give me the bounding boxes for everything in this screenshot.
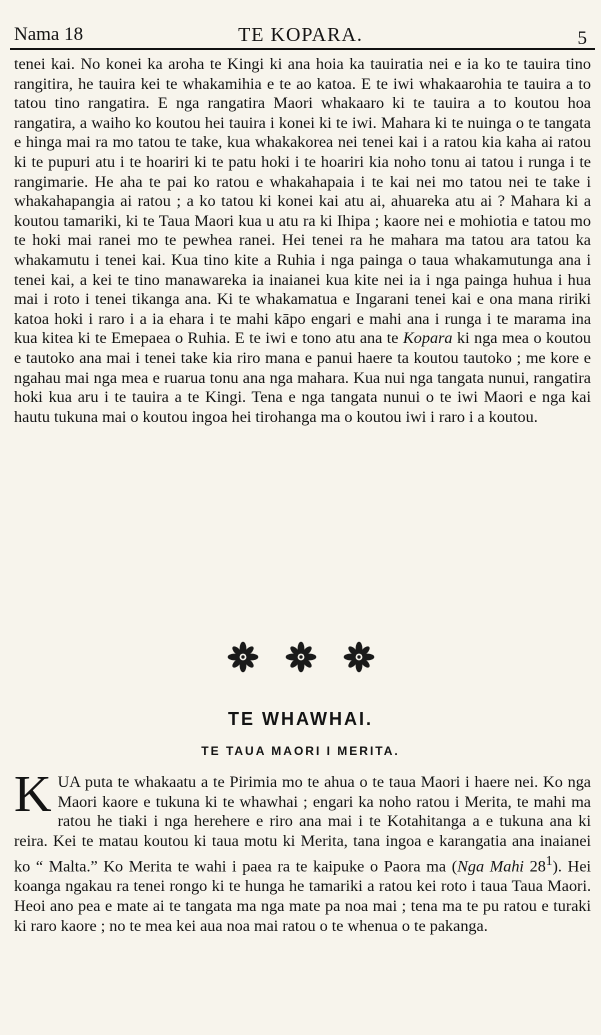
reference-superscript: 1: [545, 853, 553, 869]
flower-ornament-icon: [226, 640, 260, 674]
section-divider: [0, 640, 601, 680]
newspaper-title: TE KOPARA.: [238, 24, 363, 46]
paragraph-text-b: ). Hei koanga ngakau ra tenei rongo ki te hunga he tamariki a ratou kei roto i taua Taua Maori. Heoi ano pea e mate ai te tangata ma nga mate pa noa mai ; tena ma te pu ratou e turaki ki raro kaore ; no te mea kei aua noa mai ratou o te whenua o te pakanga.: [14, 857, 592, 935]
article-whawhai: [14, 766, 592, 936]
section-subtitle: TE TAUA MAORI I MERITA.: [201, 744, 400, 758]
flower-ornament-icon: [342, 640, 376, 674]
issue-number: Nama 18: [14, 24, 84, 45]
reference-italic: Nga Mahi: [457, 857, 524, 876]
drop-cap: K: [14, 766, 52, 823]
paragraph-text-a: tenei kai. No konei ka aroha te Kingi ki ana hoia ka tauiratia nei e ia ko te tauira tino rangitira, he tauira kei te whakamihia e te ao katoa. E te iwi whakaarohia te tauira a to tatou tino rangatira. E nga rangatira Maori whakaaro ki te tauira a to koutou hoa rangatira, a waiho ko koutou hei tauira i konei ki te iwi. Mahara ki te nuinga o te tangata e hinga mai ra mo tatou te take, kua whakakorea nei tenei kai i a ratou kia kaha ai ratou ki te pupuri atu i te hoariri ki te patu hoki i te hoariri kia noho tonu ai tatou i runga i te rangimarie. He aha te pai ko ratou e whakahapaia i te kai nei mo tatou nei te take i whakahapangia ai ratou ; a ko tatou ki konei kai atu ai, ahuareka atu ai ? Mahara ki a koutou tamariki, ki te Taua Maori kua u atu ra ki Ihipa ; kaore nei e mohiotia e tatou mo te hoki mai ranei mo te pewhea ranei. Hei tenei ra he mahara ma tatou ara tatou ka whakamutu i tenei kai. Kua tino kite a Ruhia i nga painga o taua whakamutunga ana i tenei kai, a kei te tino manawareka ia inaianei kua kite nei ia i nga painga huhua i hua mai i roto i tenei tikanga ana. Ki te whakamatua e Ingarani tenei kai e ona mana ririki katoa hoki i raro i a ia ehara i te mahi kāpo engari e mahi ana i runga i te marama ina kua kitea ki te Emepaea o Ruhia. E te iwi e tono atu ana te: [14, 55, 591, 348]
page-header: [14, 20, 587, 50]
header-rule: [10, 48, 595, 50]
reference-number: 28: [529, 857, 546, 876]
article-continued: [14, 55, 591, 427]
paragraph-text-b: ki nga mea o koutou e tautoko ana mai i tenei take kia riro mana e panui haere ta koutou tautoko ; me kore e ngahau mai nga mea e ruarua tonu ana nga mahara. Kua nui nga tangata nunui, rangatira hoki kua aru i te tauira a te Kingi. Tena e nga tangata nunui o te iwi Maori e nga kai hautu tukuna mai o koutou ingoa hei tirohanga ma o koutou iwi i raro i a koutou.: [14, 329, 592, 426]
section-title: TE WHAWHAI.: [228, 709, 373, 729]
newspaper-name-italic: Kopara: [403, 329, 453, 348]
paragraph-text-a: UA puta te whakaatu a te Pirimia mo te ahua o te taua Maori i haere nei. Ko nga Maori kaore e tukuna ki te whawhai ; engari ka noho ratou i Merita, te mahi ma ratou he tiaki i nga herehere e riro ana mai i te Kotahitanga a e tukuna ana ki reira. Kei te matau koutou ki taua motu ki Merita, tana ingoa e karangatia ana inaianei ko “ Malta.” Ko Merita te wahi i paea ra te kaipuke o Paora ma (: [14, 773, 591, 876]
page-number: 5: [577, 28, 587, 49]
flower-ornament-icon: [284, 640, 318, 674]
